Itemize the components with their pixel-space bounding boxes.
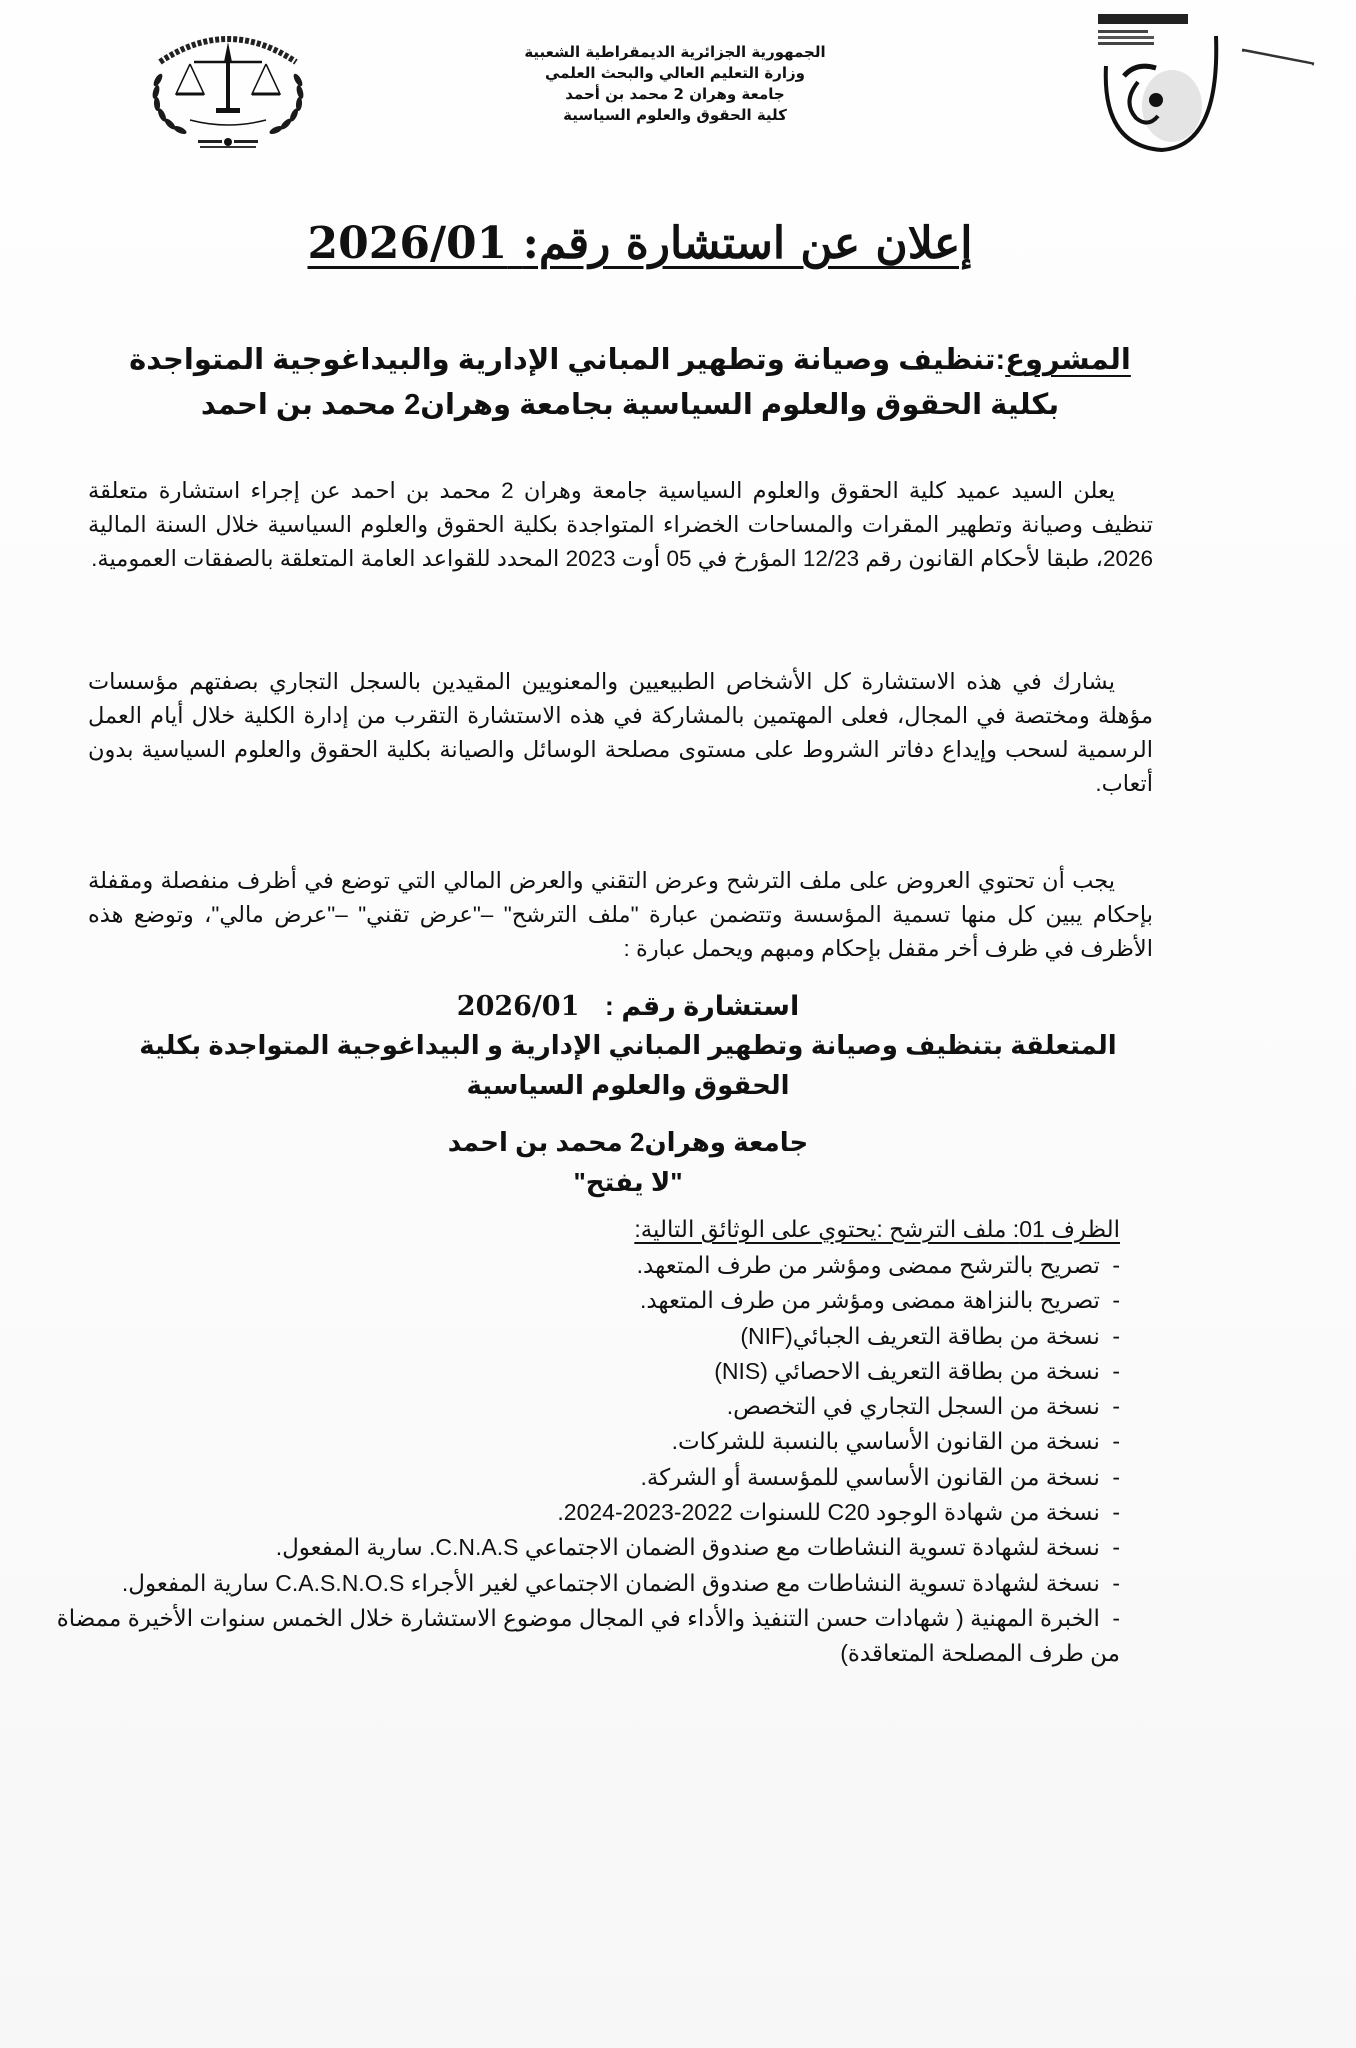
faculty-name: كلية الحقوق والعلوم السياسية — [563, 106, 787, 124]
project-statement — [110, 338, 1150, 428]
document-item: - نسخة لشهادة تسوية النشاطات مع صندوق الضمان الاجتماعي لغير الأجراء C.A.S.N.O.S سارية المفعول. — [121, 1569, 1120, 1596]
document-item: - نسخة من السجل التجاري في التخصص. — [726, 1393, 1120, 1420]
document-item: - نسخة من القانون الأساسي بالنسبة للشركات. — [671, 1428, 1120, 1455]
document-item: - نسخة لشهادة تسوية النشاطات مع صندوق الضمان الاجتماعي C.N.A.S. سارية المفعول. — [275, 1534, 1120, 1561]
announcement-paragraph: يعلن السيد عميد كلية الحقوق والعلوم السياسية جامعة وهران 2 محمد بن احمد عن إجراء استشارة متعلقة تنظيف وصيانة وتطهير المقرات والمساحات الخضراء المتواجدة بكلية الحقوق والعلوم السياسية خلال السنة المالية 2026، طبقا لأحكام القانون رقم 12/23 المؤرخ في 05 أوت 2023 المحدد للقواعد العامة المتعلقة بالصفقات العمومية. — [88, 478, 1153, 571]
bullet-dash: - — [1112, 1534, 1120, 1561]
university-name: جامعة وهران 2 محمد بن أحمد — [565, 85, 785, 103]
university-logo — [1092, 6, 1242, 156]
scales-of-justice-icon — [138, 22, 318, 162]
bullet-dash: - — [1112, 1322, 1120, 1349]
announcement-title — [270, 214, 1010, 274]
required-documents-list — [56, 1248, 1120, 1672]
bullet-dash: - — [1112, 1604, 1120, 1631]
title-number: 2026/01 — [307, 218, 508, 269]
country-name: الجمهورية الجزائرية الديمقراطية الشعبية — [524, 43, 826, 61]
bullet-dash: - — [1112, 1287, 1120, 1314]
document-item: - نسخة من شهادة الوجود C20 للسنوات 2022-2023-2024. — [557, 1499, 1120, 1526]
document-item: - نسخة من بطاقة التعريف الاحصائي (NIS) — [714, 1357, 1120, 1384]
consultation-label: استشارة رقم : — [604, 991, 800, 1021]
pen-mark — [1238, 46, 1318, 70]
project-label: المشروع — [1005, 344, 1131, 376]
bullet-dash: - — [1112, 1499, 1120, 1526]
consultation-number: 2026/01 — [456, 991, 580, 1022]
envelope-university: جامعة وهران2 محمد بن احمد — [447, 1127, 809, 1157]
document-item: - تصريح بالنزاهة ممضى ومؤشر من طرف المتعهد. — [639, 1287, 1120, 1314]
envelope-01-prefix: الظرف 01: — [1006, 1216, 1120, 1242]
ministry-name: وزارة التعليم العالي والبحث العلمي — [544, 64, 806, 82]
bullet-dash: - — [1112, 1428, 1120, 1455]
consultation-number-line — [88, 988, 1168, 1025]
document-item: - نسخة من بطاقة التعريف الجبائي(NIF) — [740, 1322, 1120, 1349]
bullet-dash: - — [1112, 1393, 1120, 1420]
faculty-emblem — [138, 22, 318, 162]
document-item: - تصريح بالترشح ممضى ومؤشر من طرف المتعهد. — [636, 1252, 1120, 1278]
bullet-dash: - — [1112, 1569, 1120, 1596]
envelope-01-title: ملف الترشح :يحتوي على الوثائق التالية: — [634, 1216, 1007, 1242]
institution-header — [440, 42, 910, 126]
university-logo-icon — [1092, 6, 1242, 156]
bullet-dash: - — [1112, 1463, 1120, 1490]
document-item: - نسخة من القانون الأساسي للمؤسسة أو الشركة. — [640, 1463, 1120, 1490]
envelope-01-heading — [634, 1212, 1120, 1246]
pen-stroke-icon — [1238, 46, 1318, 70]
bullet-dash: - — [1112, 1357, 1120, 1384]
do-not-open-notice: "لا يفتح" — [573, 1167, 683, 1197]
project-text: :تنظيف وصيانة وتطهير المباني الإدارية والبيداغوجية المتواجدة بكلية الحقوق والعلوم السياسية بجامعة وهران2 محمد بن احمد — [129, 344, 1060, 421]
document-item: - الخبرة المهنية ( شهادات حسن التنفيذ والأداء في المجال موضوع الاستشارة خلال الخمس سنوات الأخيرة ممضاة من طرف المصلحة المتعاقدة) — [56, 1604, 1120, 1667]
envelope-subject: المتعلقة بتنظيف وصيانة وتطهير المباني الإدارية و البيداغوجية المتواجدة بكلية الحقوق والعلوم السياسية — [139, 1030, 1117, 1100]
bullet-dash: - — [1112, 1252, 1120, 1278]
eligibility-paragraph: يشارك في هذه الاستشارة كل الأشخاص الطبيعيين والمعنويين المقيدين بالسجل التجاري بصفتهم مؤسسات مؤهلة ومختصة في المجال، فعلى المهتمين بالمشاركة في هذه الاستشارة التقرب من إدارة الكلية خلال أيام العمل الرسمية لسحب وإيداع دفاتر الشروط على مستوى مصلحة الوسائل والصيانة بكلية الحقوق والعلوم السياسية بدون أتعاب. — [88, 669, 1153, 796]
envelope-instructions-paragraph: يجب أن تحتوي العروض على ملف الترشح وعرض التقني والعرض المالي التي توضع في أظرف منفصلة ومقفلة بإحكام يبين كل منها تسمية المؤسسة وتتضمن عبارة "ملف الترشح" –"عرض تقني" –"عرض مالي"، وتوضع هذه الأظرف في ظرف أخر مقفل بإحكام ومبهم ويحمل عبارة : — [88, 868, 1153, 961]
title-text: إعلان عن استشارة رقم: — [522, 218, 973, 269]
